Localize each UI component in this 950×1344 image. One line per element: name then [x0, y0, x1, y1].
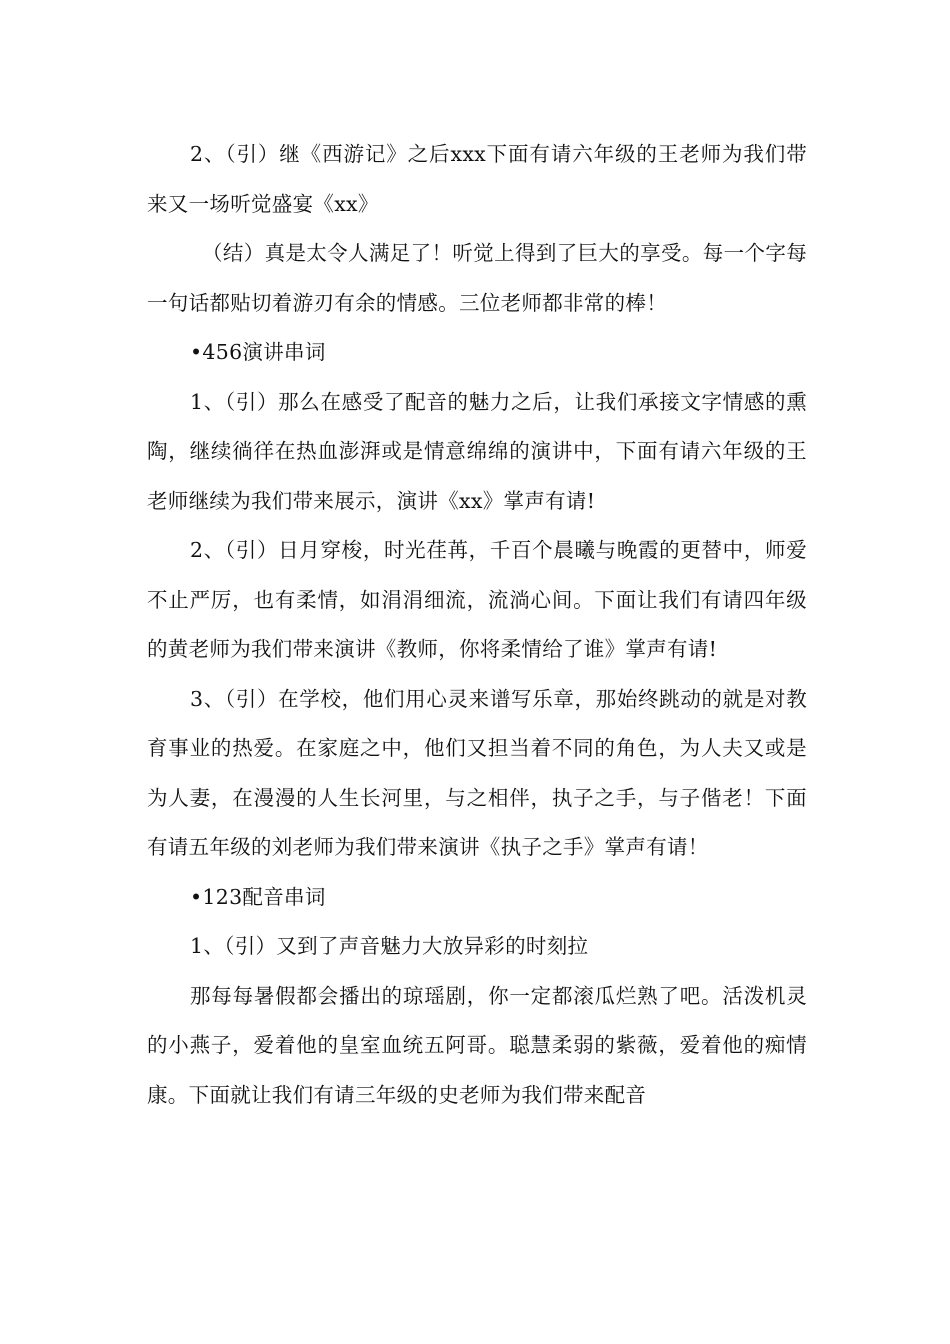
paragraph-speech-3: 3、（引）在学校，他们用心灵来谱写乐章，那始终跳动的就是对教育事业的热爱。在家庭之中，他们又担当着不同的角色，为人夫又或是为人妻，在漫漫的人生长河里，与之相伴，执子之手，与子偕老！下面有请五年级的刘老师为我们带来演讲《执子之手》掌声有请！ — [147, 686, 807, 859]
section-heading-speech: •456演讲串词 — [190, 340, 326, 364]
paragraph-conclusion: （结）真是太令人满足了！听觉上得到了巨大的享受。每一个字每一句话都贴切着游刃有余的情感。三位老师都非常的棒！ — [147, 241, 807, 315]
section-heading-dubbing: •123配音串词 — [190, 884, 326, 909]
paragraph-dubbing-2: 那每每暑假都会播出的琼瑶剧，你一定都滚瓜烂熟了吧。活泼机灵的小燕子，爱着他的皇室血统五阿哥。聪慧柔弱的紫薇，爱着他的痴情康。下面就让我们有请三年级的史老师为我们带来配音 — [147, 983, 807, 1107]
document-body — [147, 130, 807, 1120]
paragraph-dubbing-1: 1、（引）又到了声音魅力大放异彩的时刻拉 — [190, 934, 589, 958]
paragraph-speech-2: 2、（引）日月穿梭，时光荏苒，千百个晨曦与晚霞的更替中，师爱不止严厉，也有柔情，如涓涓细流，流淌心间。下面让我们有请四年级的黄老师为我们带来演讲《教师，你将柔情给了谁》掌声有请! — [147, 538, 807, 661]
paragraph-speech-1: 1、（引）那么在感受了配音的魅力之后，让我们承接文字情感的熏陶，继续徜徉在热血澎湃或是情意绵绵的演讲中，下面有请六年级的王老师继续为我们带来展示，演讲《xx》掌声有请! — [147, 389, 807, 513]
paragraph-wang-teacher-intro: 2、（引）继《西游记》之后xxx下面有请六年级的王老师为我们带来又一场听觉盛宴《xx》 — [147, 142, 807, 216]
